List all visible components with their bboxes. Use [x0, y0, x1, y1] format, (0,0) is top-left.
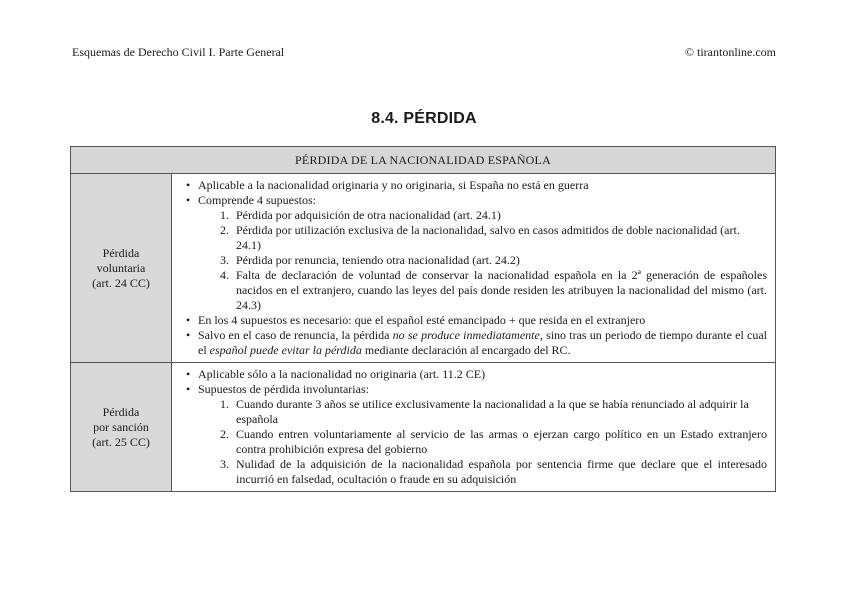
numbered-item [220, 223, 767, 253]
row-label-line: Pérdida [102, 404, 140, 419]
numbered-item [220, 427, 767, 457]
list-item-text: Comprende 4 supuestos: [198, 193, 316, 207]
row-label-line: Pérdida [102, 245, 140, 260]
item-number: 4. [220, 268, 229, 282]
row-label-voluntaria [71, 174, 172, 363]
text-fragment: mediante declaración al encargado del RC. [361, 343, 571, 357]
running-header-copyright: © tirantonline.com [684, 45, 776, 59]
item-text: Cuando durante 3 años se utilice exclusivamente la nacionalidad a la que se había renunciado al adquirir la española [236, 397, 749, 426]
item-number: 2. [220, 427, 229, 441]
row-content-voluntaria [172, 174, 776, 363]
table-row [71, 363, 776, 492]
item-text: Falta de declaración de voluntad de conservar la nacionalidad española en la 2ª generación de españoles nacidos en el extranjero, cuando las leyes del país donde residen les atribuyen la nacionalidad del mismo (art. 24.3) [236, 268, 767, 312]
list-item: • Aplicable a la nacionalidad originaria y no originaria, si España no está en guerra [180, 178, 767, 193]
row-label-line: (art. 24 CC) [92, 275, 150, 290]
item-text: Pérdida por utilización exclusiva de la nacionalidad, salvo en casos admitidos de doble nacionalidad (art. 24.1) [236, 223, 740, 252]
list-item [180, 382, 767, 487]
row-label-line: por sanción [93, 419, 149, 434]
item-number: 3. [220, 457, 229, 471]
row-label-sancion [71, 363, 172, 492]
item-text: Pérdida por adquisición de otra nacionalidad (art. 24.1) [236, 208, 501, 222]
item-number: 1. [220, 208, 229, 222]
table-row [71, 174, 776, 363]
item-text: Pérdida por renuncia, teniendo otra nacionalidad (art. 24.2) [236, 253, 520, 267]
emphasis-text: español puede evitar la pérdida [209, 343, 362, 357]
item-number: 3. [220, 253, 229, 267]
numbered-item [220, 253, 767, 268]
numbered-list [198, 397, 767, 487]
text-fragment: Salvo en el caso de renuncia, la pérdida [198, 328, 393, 342]
numbered-item [220, 208, 767, 223]
row-content-sancion [172, 363, 776, 492]
row-label-line: voluntaria [96, 260, 146, 275]
item-text: Nulidad de la adquisición de la nacionalidad española por sentencia firme que declare que el interesado incurrió en falsedad, ocultación o fraude en su adquisición [236, 457, 767, 486]
text-fragment: , sino tras un periodo de tiempo durante el cual el [198, 328, 768, 357]
item-text: Cuando entren voluntariamente al servicio de las armas o ejerzan cargo político en un Estado extranjero contra prohibición expresa del gobierno [236, 427, 767, 456]
emphasis-text: no se produce inmediatamente [392, 328, 540, 342]
numbered-item [220, 457, 767, 487]
running-header-title: Esquemas de Derecho Civil I. Parte General [72, 45, 285, 59]
table-heading: PÉRDIDA DE LA NACIONALIDAD ESPAÑOLA [71, 147, 776, 174]
numbered-item [220, 268, 767, 313]
list-item: • En los 4 supuestos es necesario: que el español esté emancipado + que resida en el extranjero [180, 313, 767, 328]
row-label-line: (art. 25 CC) [92, 434, 150, 449]
bullet-list [180, 367, 767, 487]
nationality-loss-table [70, 146, 776, 492]
item-number: 2. [220, 223, 229, 237]
bullet-list [180, 178, 767, 358]
numbered-item [220, 397, 767, 427]
list-item: • Aplicable sólo a la nacionalidad no originaria (art. 11.2 CE) [180, 367, 767, 382]
numbered-list [198, 208, 767, 313]
list-item-text: Supuestos de pérdida involuntarias: [198, 382, 369, 396]
section-title: 8.4. PÉRDIDA [371, 110, 477, 127]
list-item [180, 193, 767, 313]
item-number: 1. [220, 397, 229, 411]
list-item [180, 328, 767, 358]
